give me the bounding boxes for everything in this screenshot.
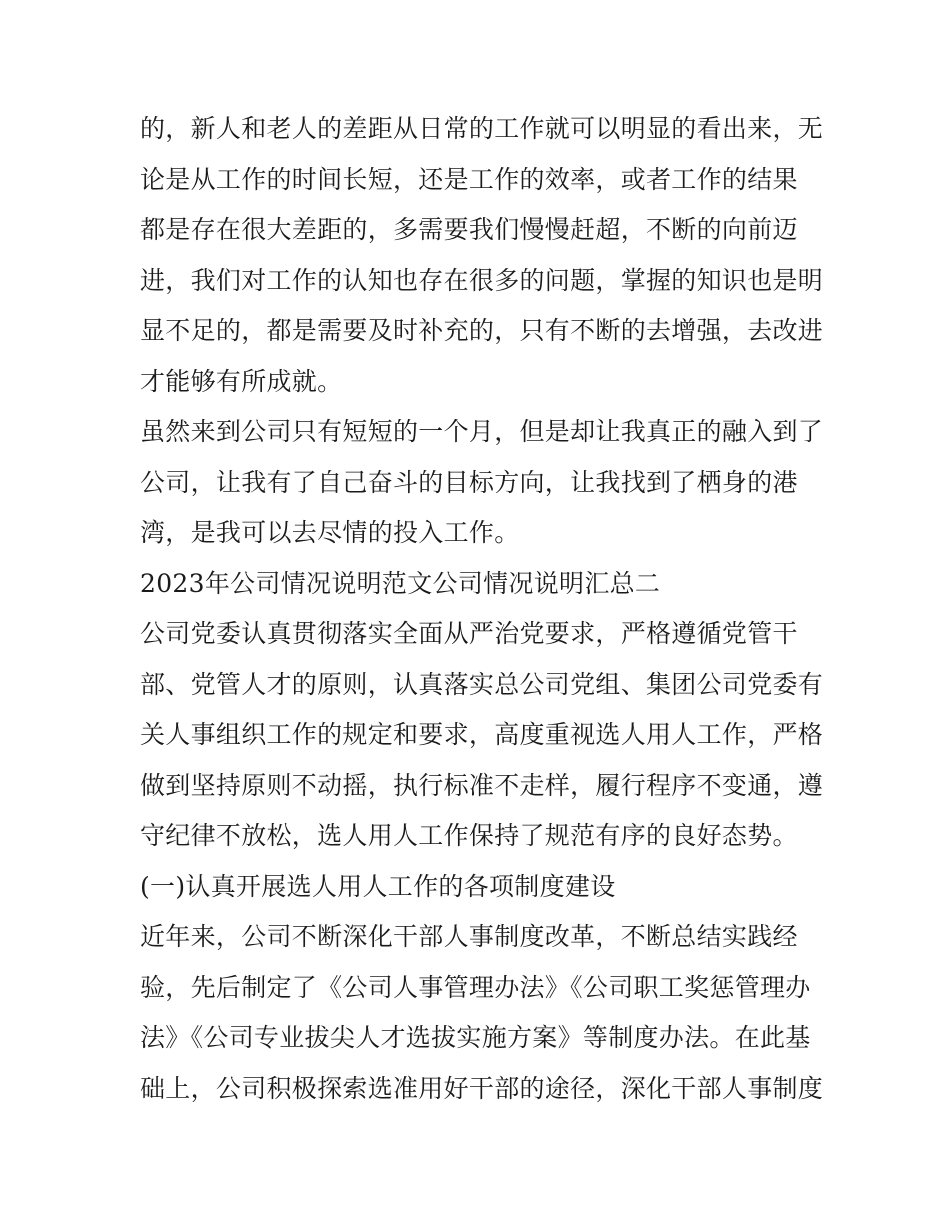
paragraph: [140, 862, 830, 913]
paragraph: [140, 912, 830, 1114]
text-line: 才能够有所成就。: [140, 366, 343, 396]
text-line: 湾，是我可以去尽情的投入工作。: [140, 518, 520, 547]
text-line: 进，我们对工作的认知也存在很多的问题，掌握的知识也是明: [140, 265, 824, 295]
text-line: 的，新人和老人的差距从日常的工作就可以明显的看出来，无: [140, 114, 824, 143]
text-line: 2023年公司情况说明范文公司情况说明汇总二: [140, 568, 661, 598]
text-line: 显不足的，都是需要及时补充的，只有不断的去增强，去改进: [140, 316, 824, 345]
text-line: 验，先后制定了《公司人事管理办法》《公司职工奖惩管理办: [140, 972, 811, 1002]
paragraph: [140, 104, 830, 407]
text-line: 部、党管人才的原则，认真落实总公司党组、集团公司党委有: [140, 669, 824, 699]
text-line: 论是从工作的时间长短，还是工作的效率，或者工作的结果: [140, 164, 798, 194]
text-line: 关人事组织工作的规定和要求，高度重视选人用人工作，严格: [140, 720, 824, 749]
document-body: [140, 104, 830, 1114]
text-line: 础上，公司积极探索选准用好干部的途径，深化干部人事制度: [140, 1073, 824, 1103]
text-line: 法》《公司专业拔尖人才选拔实施方案》等制度办法。在此基: [140, 1023, 811, 1052]
text-line: 做到坚持原则不动摇，执行标准不走样，履行程序不变通，遵: [140, 770, 824, 800]
text-line: 公司，让我有了自己奋斗的目标方向，让我找到了栖身的港: [140, 467, 798, 497]
text-line: 公司党委认真贯彻落实全面从严治党要求，严格遵循党管干: [140, 619, 798, 648]
paragraph: [140, 609, 830, 862]
text-line: 近年来，公司不断深化干部人事制度改革，不断总结实践经: [140, 922, 798, 951]
paragraph: [140, 559, 830, 610]
text-line: 守纪律不放松，选人用人工作保持了规范有序的良好态势。: [140, 821, 798, 850]
text-line: 虽然来到公司只有短短的一个月，但是却让我真正的融入到了: [140, 417, 824, 446]
text-line: (一)认真开展选人用人工作的各项制度建设: [140, 871, 616, 901]
text-line: 都是存在很大差距的，多需要我们慢慢赶超，不断的向前迈: [140, 215, 798, 244]
paragraph: [140, 407, 830, 559]
